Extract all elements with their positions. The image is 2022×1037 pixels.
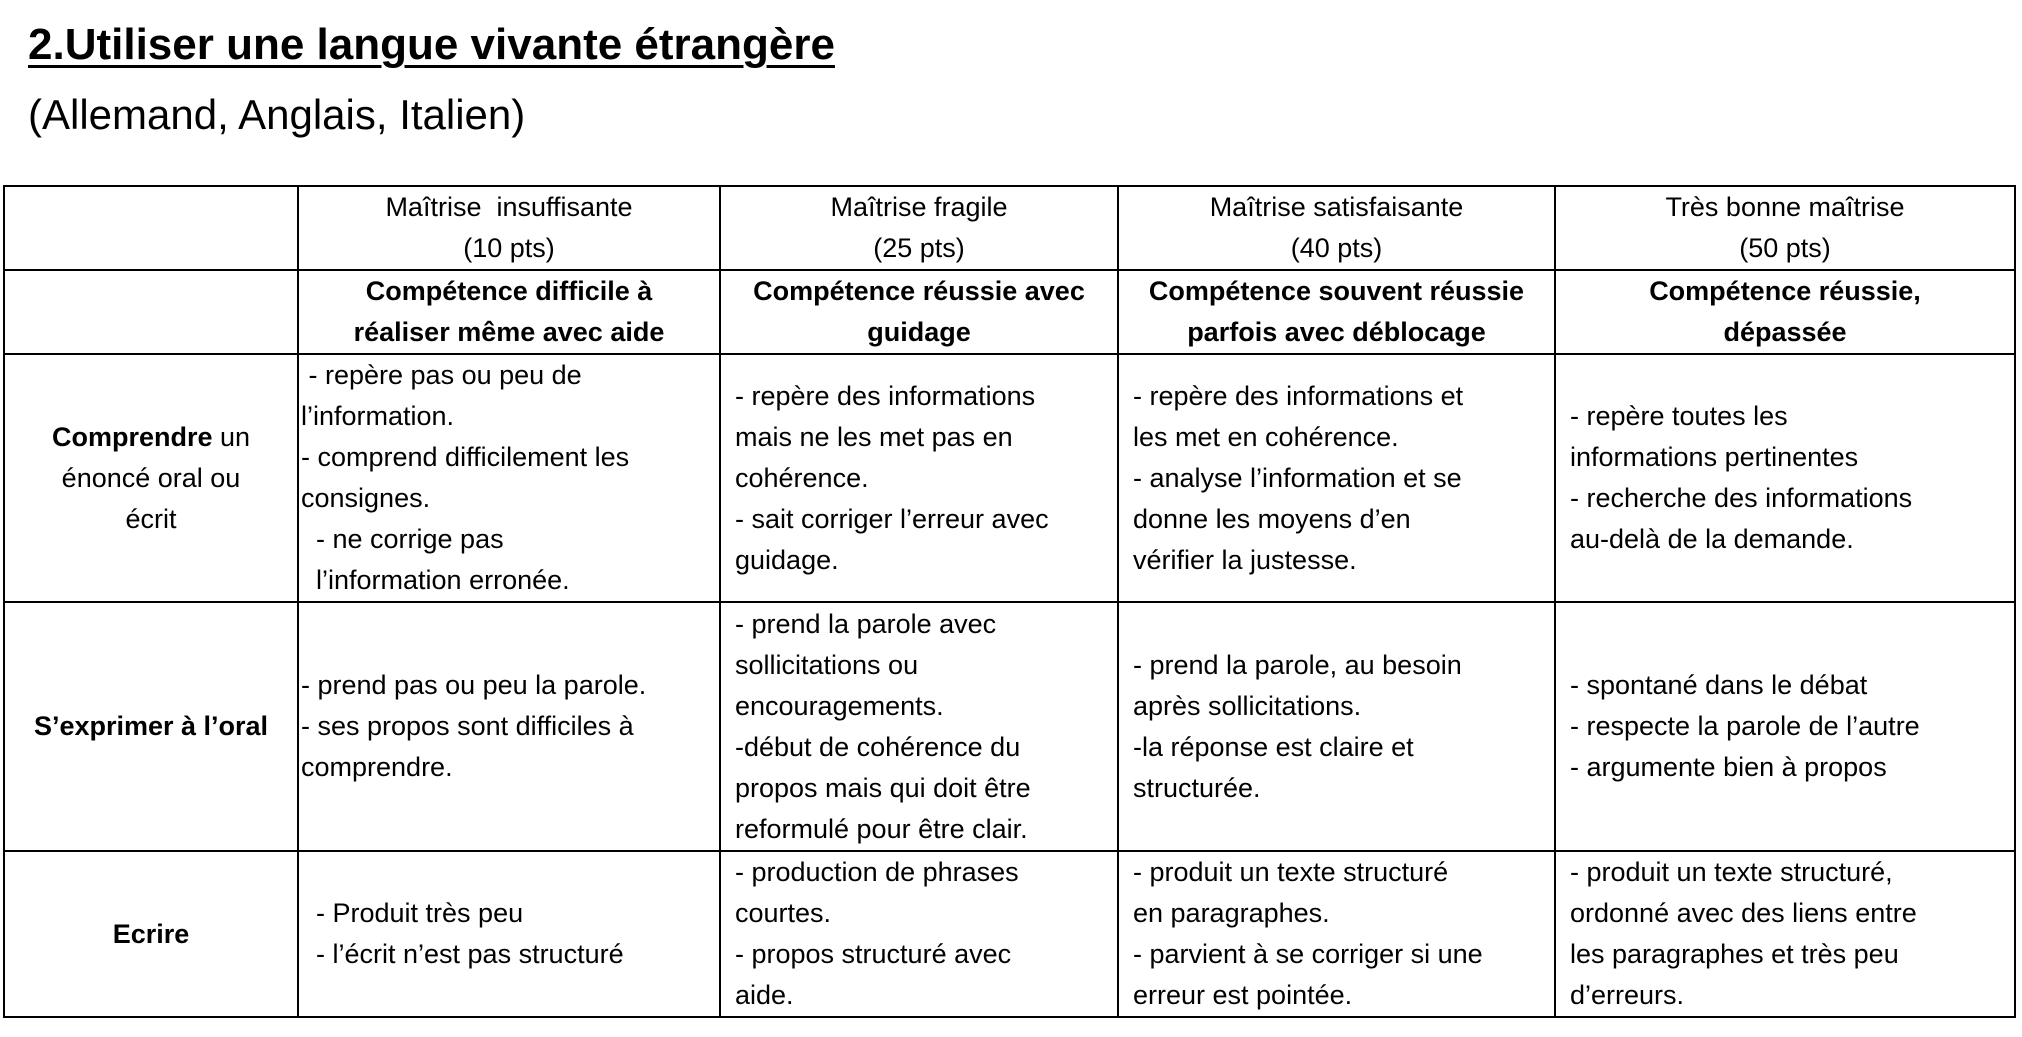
cell-line: guidage. xyxy=(735,544,839,575)
cell-line: mais ne les met pas en xyxy=(735,421,1013,452)
cell-line: - repère des informations xyxy=(735,380,1036,411)
cell-line: - prend pas ou peu la parole. xyxy=(301,670,647,700)
row-label-line: Ecrire xyxy=(112,918,190,949)
competence-tres-bonne xyxy=(1555,270,2015,354)
cell-line: - analyse l’information et se xyxy=(1133,462,1462,493)
cell-line: - repère toutes les xyxy=(1570,401,1788,431)
row-label-oral xyxy=(4,602,298,851)
cell-line: encouragements. xyxy=(735,690,944,721)
cell-line: informations pertinentes xyxy=(1570,442,1859,472)
cell-comprendre-tres-bonne xyxy=(1555,354,2015,602)
cell-line: - produit un texte structuré xyxy=(1133,857,1449,887)
level-name: Maîtrise insuffisante xyxy=(385,192,633,222)
cell-line: erreur est pointée. xyxy=(1133,980,1353,1010)
cell-line: les paragraphes et très peu xyxy=(1570,939,1899,969)
cell-ecrire-tres-bonne xyxy=(1555,851,2015,1017)
cell-line: l’information. xyxy=(301,401,455,431)
competence-line: guidage xyxy=(867,317,971,347)
cell-line: -la réponse est claire et xyxy=(1133,731,1414,762)
cell-line: cohérence. xyxy=(735,462,869,493)
row-label-line: énoncé oral ou xyxy=(61,462,241,493)
cell-comprendre-fragile xyxy=(720,354,1118,602)
row-label-bold: Comprendre xyxy=(51,421,213,452)
cell-oral-tres-bonne xyxy=(1555,602,2015,851)
cell-line: - propos structuré avec xyxy=(735,939,1012,969)
competence-line: Compétence difficile à xyxy=(365,276,653,306)
level-name: Maîtrise satisfaisante xyxy=(1209,192,1464,222)
level-points: (25 pts) xyxy=(873,233,965,263)
cell-line: sollicitations ou xyxy=(735,649,919,680)
cell-line: - prend la parole, au besoin xyxy=(1133,649,1462,680)
cell-line: - parvient à se corriger si une xyxy=(1133,939,1483,969)
page-subtitle: (Allemand, Anglais, Italien) xyxy=(28,91,526,138)
levels-header-row xyxy=(4,186,2015,270)
cell-line: - Produit très peu xyxy=(301,898,524,928)
cell-line: ordonné avec des liens entre xyxy=(1570,898,1917,928)
row-label-rest: un xyxy=(212,421,251,452)
row-comprendre xyxy=(4,354,2015,602)
cell-line: - argumente bien à propos xyxy=(1570,752,1887,782)
cell-line: d’erreurs. xyxy=(1570,980,1685,1010)
cell-line: - ses propos sont difficiles à xyxy=(301,711,634,741)
competence-line: dépassée xyxy=(1723,317,1847,347)
competence-fragile xyxy=(720,270,1118,354)
row-oral xyxy=(4,602,2015,851)
cell-ecrire-fragile xyxy=(720,851,1118,1017)
row-label-ecrire xyxy=(4,851,298,1017)
competence-line: Compétence réussie avec xyxy=(753,276,1085,306)
competence-line: réaliser même avec aide xyxy=(353,317,665,347)
cell-line: - recherche des informations xyxy=(1570,483,1913,513)
cell-line: propos mais qui doit être xyxy=(735,772,1031,803)
cell-line: - comprend difficilement les xyxy=(301,442,630,472)
row-ecrire xyxy=(4,851,2015,1017)
cell-oral-satisfaisante xyxy=(1118,602,1555,851)
cell-line: - ne corrige pas xyxy=(301,524,504,554)
cell-line: - production de phrases xyxy=(735,857,1019,887)
cell-line: courtes. xyxy=(735,898,832,928)
cell-line: reformulé pour être clair. xyxy=(735,813,1028,844)
cell-line: - respecte la parole de l’autre xyxy=(1570,711,1920,741)
level-name: Maîtrise fragile xyxy=(830,192,1008,222)
cell-line: - l’écrit n’est pas structuré xyxy=(301,939,624,969)
cell-line: - produit un texte structuré, xyxy=(1570,857,1893,887)
cell-line: donne les moyens d’en xyxy=(1133,503,1411,534)
cell-comprendre-insuffisante xyxy=(298,354,720,602)
cell-line: l’information erronée. xyxy=(301,565,570,595)
level-points: (40 pts) xyxy=(1290,233,1383,263)
cell-oral-fragile xyxy=(720,602,1118,851)
competence-label-cell xyxy=(4,270,298,354)
cell-ecrire-insuffisante xyxy=(298,851,720,1017)
cell-line: structurée. xyxy=(1133,772,1261,803)
level-header-satisfaisante xyxy=(1118,186,1555,270)
row-label-comprendre xyxy=(4,354,298,602)
cell-line: - repère pas ou peu de xyxy=(301,360,582,390)
cell-line: - sait corriger l’erreur avec xyxy=(735,503,1049,534)
cell-line: en paragraphes. xyxy=(1133,898,1330,928)
cell-line: consignes. xyxy=(301,483,431,513)
cell-line: après sollicitations. xyxy=(1133,690,1362,721)
row-label-line: S’exprimer à l’oral xyxy=(33,711,269,741)
competence-satisfaisante xyxy=(1118,270,1555,354)
cell-line: -début de cohérence du xyxy=(735,731,1021,762)
cell-line: au-delà de la demande. xyxy=(1570,524,1854,554)
corner-cell xyxy=(4,186,298,270)
cell-line: - repère des informations et xyxy=(1133,380,1464,411)
level-name: Très bonne maîtrise xyxy=(1665,192,1905,222)
level-header-fragile xyxy=(720,186,1118,270)
cell-ecrire-satisfaisante xyxy=(1118,851,1555,1017)
level-header-tres-bonne xyxy=(1555,186,2015,270)
cell-line: aide. xyxy=(735,980,794,1010)
cell-line: - spontané dans le débat xyxy=(1570,670,1868,700)
page-title: 2.Utiliser une langue vivante étrangère xyxy=(28,20,835,69)
cell-line: comprendre. xyxy=(301,752,453,782)
competence-line: Compétence réussie, xyxy=(1649,276,1921,306)
cell-oral-insuffisante xyxy=(298,602,720,851)
cell-comprendre-satisfaisante xyxy=(1118,354,1555,602)
row-label-line xyxy=(19,417,283,458)
row-label-line: écrit xyxy=(125,503,177,534)
level-points: (50 pts) xyxy=(1739,233,1831,263)
evaluation-grid xyxy=(3,185,2016,1018)
competence-line: Compétence souvent réussie xyxy=(1148,276,1525,306)
competence-insuffisante xyxy=(298,270,720,354)
competence-row xyxy=(4,270,2015,354)
cell-line: les met en cohérence. xyxy=(1133,421,1399,452)
competence-line: parfois avec déblocage xyxy=(1187,317,1486,347)
level-header-insuffisante xyxy=(298,186,720,270)
cell-line: - prend la parole avec xyxy=(735,608,997,639)
cell-line: vérifier la justesse. xyxy=(1133,544,1357,575)
level-points: (10 pts) xyxy=(463,233,555,263)
